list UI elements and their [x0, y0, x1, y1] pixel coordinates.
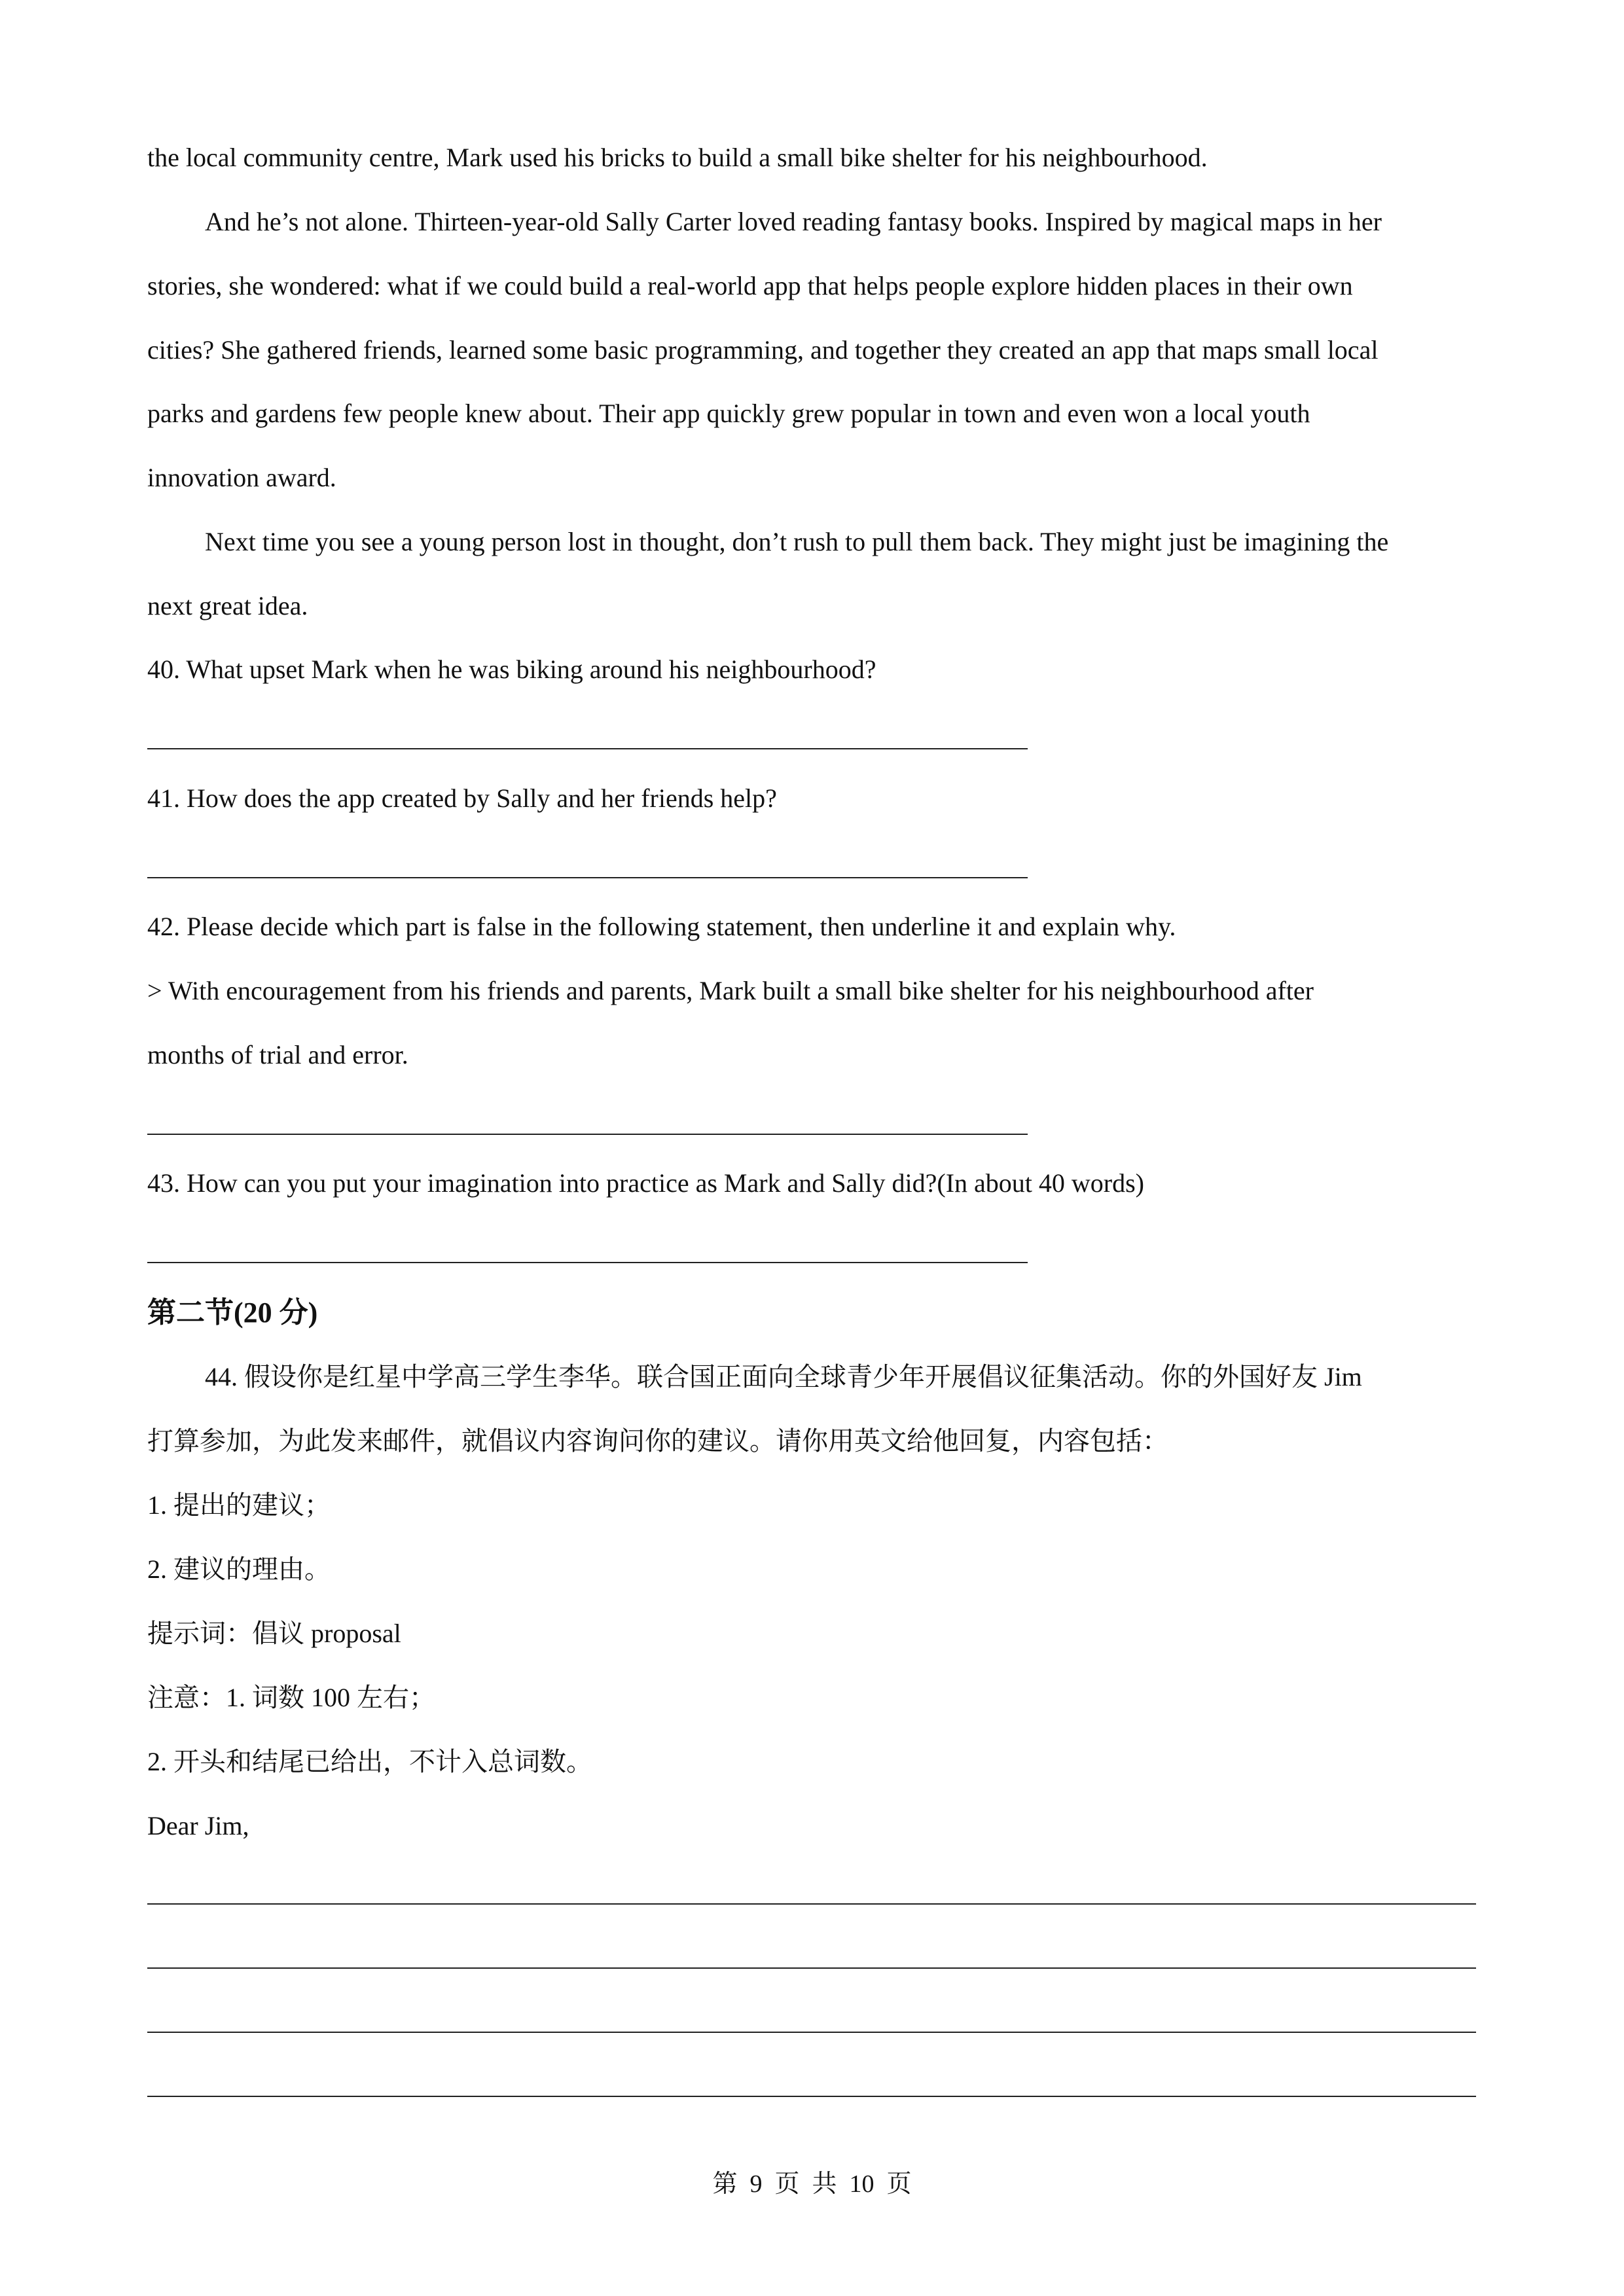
writing-line[interactable]: [147, 2032, 1476, 2033]
page-number-footer: 第 9 页 共 10 页: [712, 2170, 912, 2198]
question-42-statement-line: > With encouragement from his friends and parents, Mark built a small bike shelter for his neighbourhood after: [147, 976, 1314, 1005]
writing-line[interactable]: [147, 1903, 1476, 1905]
passage-paragraph-2-line: And he’s not alone. Thirteen-year-old Sally Carter loved reading fantasy books. Inspired by magical maps in her: [205, 207, 1382, 236]
task-44-line: 打算参加，为此发来邮件，就倡议内容询问你的建议。请你用英文给他回复，内容包括：: [147, 1426, 1168, 1456]
passage-paragraph-3-line: next great idea.: [147, 591, 308, 620]
question-42: 42. Please decide which part is false in the following statement, then underline it and explain why.: [147, 912, 1176, 941]
question-40: 40. What upset Mark when he was biking around his neighbourhood?: [147, 655, 876, 684]
task-note-1: 注意：1. 词数 100 左右；: [147, 1683, 435, 1712]
question-41: 41. How does the app created by Sally and her friends help?: [147, 783, 777, 813]
answer-line-41[interactable]: [147, 877, 1028, 878]
passage-paragraph-3-line: Next time you see a young person lost in thought, don’t rush to pull them back. They might just be imagining the: [205, 527, 1389, 556]
letter-salutation: Dear Jim,: [147, 1811, 249, 1840]
passage-paragraph-2-line: stories, she wondered: what if we could build a real-world app that helps people explore hidden places in their own: [147, 271, 1353, 300]
answer-line-42[interactable]: [147, 1134, 1028, 1135]
passage-paragraph-2-line: cities? She gathered friends, learned some basic programming, and together they created an app that maps small local: [147, 335, 1379, 365]
question-43: 43. How can you put your imagination into practice as Mark and Sally did?(In about 40 words): [147, 1168, 1144, 1198]
task-hint: 提示词：倡议 proposal: [147, 1619, 401, 1648]
section-2-heading: 第二节(20 分): [147, 1297, 318, 1329]
passage-paragraph-2-line: parks and gardens few people knew about. Their app quickly grew popular in town and even won a local youth: [147, 399, 1310, 428]
task-44-line: 44. 假设你是红星中学高三学生李华。联合国正面向全球青少年开展倡议征集活动。你的外国好友 Jim: [205, 1362, 1362, 1391]
question-42-statement-line: months of trial and error.: [147, 1040, 408, 1069]
task-note-2: 2. 开头和结尾已给出，不计入总词数。: [147, 1747, 592, 1776]
task-point-1: 1. 提出的建议；: [147, 1490, 331, 1520]
passage-paragraph-1-tail: the local community centre, Mark used his bricks to build a small bike shelter for his neighbourhood.: [147, 143, 1208, 172]
writing-line[interactable]: [147, 1967, 1476, 1969]
task-point-2: 2. 建议的理由。: [147, 1554, 331, 1584]
passage-paragraph-2-line: innovation award.: [147, 463, 336, 492]
answer-line-40[interactable]: [147, 748, 1028, 749]
answer-line-43[interactable]: [147, 1262, 1028, 1263]
writing-line[interactable]: [147, 2096, 1476, 2097]
